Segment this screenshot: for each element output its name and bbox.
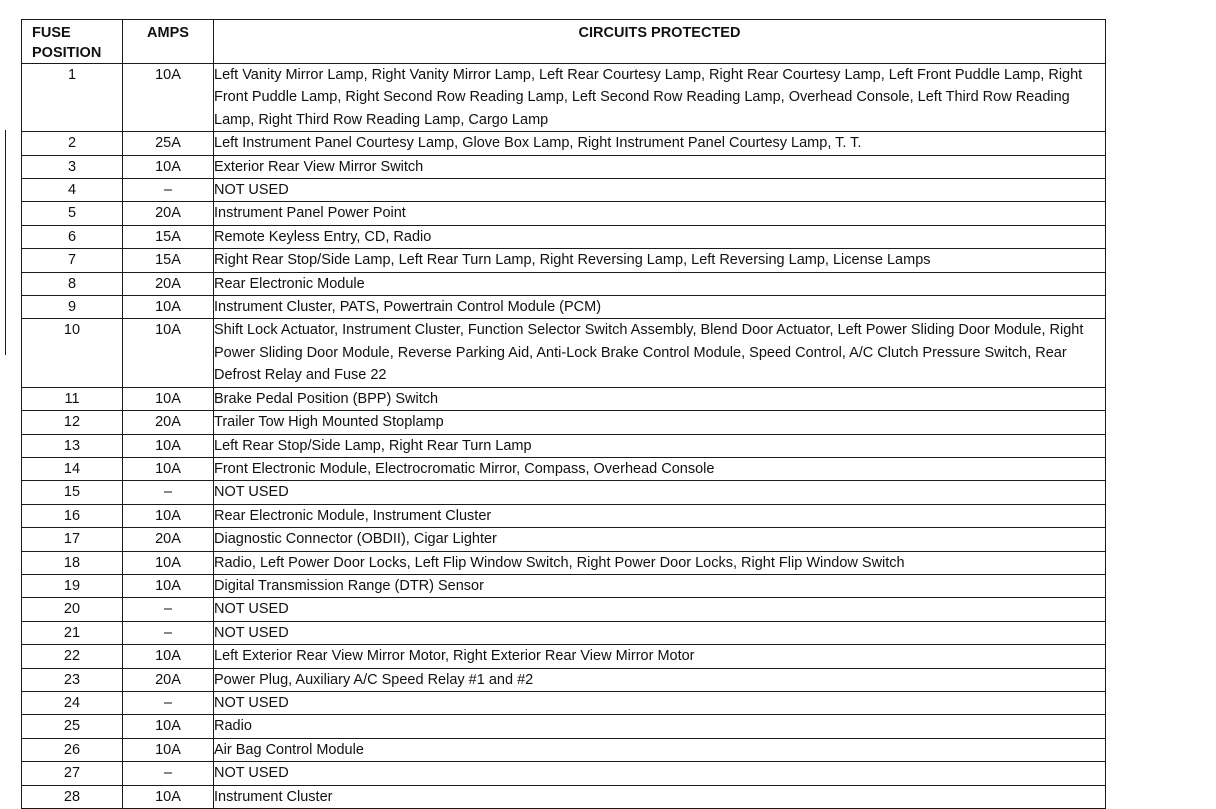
circuits-cell: NOT USED (214, 179, 1106, 202)
table-row (22, 155, 1106, 178)
amps-cell: 10A (123, 574, 214, 597)
fuse-position-cell: 1 (22, 64, 123, 132)
circuits-cell: Left Exterior Rear View Mirror Motor, Right Exterior Rear View Mirror Motor (214, 645, 1106, 668)
circuits-cell: Remote Keyless Entry, CD, Radio (214, 225, 1106, 248)
table-row (22, 296, 1106, 319)
table-row (22, 574, 1106, 597)
fuse-position-cell: 24 (22, 691, 123, 714)
header-fuse-label: FUSE (32, 25, 71, 41)
amps-cell: 10A (123, 64, 214, 132)
fuse-position-cell: 7 (22, 249, 123, 272)
table-row (22, 551, 1106, 574)
amps-cell: 15A (123, 249, 214, 272)
circuits-cell: Rear Electronic Module, Instrument Cluster (214, 504, 1106, 527)
table-row (22, 179, 1106, 202)
table-body (22, 64, 1106, 809)
fuse-position-cell: 3 (22, 155, 123, 178)
table-row (22, 645, 1106, 668)
circuits-cell: Left Vanity Mirror Lamp, Right Vanity Mirror Lamp, Left Rear Courtesy Lamp, Right Rear Courtesy Lamp, Left Front Puddle Lamp, Right Front Puddle Lamp, Right Second Row Reading Lamp, Left Second Row Reading Lamp, Overhead Console, Left Third Row Reading Lamp, Right Third Row Reading Lamp, Cargo Lamp (214, 64, 1106, 132)
table-row (22, 319, 1106, 387)
fuse-position-cell: 2 (22, 132, 123, 155)
fuse-position-cell: 17 (22, 528, 123, 551)
circuits-cell: Front Electronic Module, Electrocromatic Mirror, Compass, Overhead Console (214, 457, 1106, 480)
amps-cell: 20A (123, 411, 214, 434)
table-row (22, 387, 1106, 410)
circuits-cell: Exterior Rear View Mirror Switch (214, 155, 1106, 178)
table-row (22, 457, 1106, 480)
fuse-position-cell: 10 (22, 319, 123, 387)
fuse-position-cell: 18 (22, 551, 123, 574)
fuse-position-cell: 6 (22, 225, 123, 248)
amps-cell: 15A (123, 225, 214, 248)
fuse-position-cell: 20 (22, 598, 123, 621)
header-amps: AMPS (123, 20, 214, 64)
fuse-position-cell: 9 (22, 296, 123, 319)
table-row (22, 528, 1106, 551)
amps-cell: 10A (123, 296, 214, 319)
table-header-row (22, 20, 1106, 64)
table-row (22, 64, 1106, 132)
amps-cell: 25A (123, 132, 214, 155)
circuits-cell: Instrument Cluster, PATS, Powertrain Control Module (PCM) (214, 296, 1106, 319)
table-row (22, 434, 1106, 457)
fuse-position-cell: 11 (22, 387, 123, 410)
fuse-position-cell: 8 (22, 272, 123, 295)
table-row (22, 202, 1106, 225)
amps-cell: 10A (123, 319, 214, 387)
amps-cell: 10A (123, 387, 214, 410)
amps-cell: – (123, 598, 214, 621)
amps-cell: 10A (123, 645, 214, 668)
circuits-cell: Trailer Tow High Mounted Stoplamp (214, 411, 1106, 434)
circuits-cell: Left Rear Stop/Side Lamp, Right Rear Turn Lamp (214, 434, 1106, 457)
fuse-position-cell: 16 (22, 504, 123, 527)
circuits-cell: NOT USED (214, 598, 1106, 621)
table-row (22, 132, 1106, 155)
fuse-position-cell: 13 (22, 434, 123, 457)
amps-cell: 10A (123, 551, 214, 574)
amps-cell: 10A (123, 785, 214, 808)
amps-cell: 20A (123, 668, 214, 691)
amps-cell: – (123, 179, 214, 202)
circuits-cell: Left Instrument Panel Courtesy Lamp, Glove Box Lamp, Right Instrument Panel Courtesy Lamp, T. T. (214, 132, 1106, 155)
amps-cell: 10A (123, 504, 214, 527)
table-row (22, 785, 1106, 808)
fuse-position-cell: 15 (22, 481, 123, 504)
circuits-cell: NOT USED (214, 621, 1106, 644)
header-circuits-protected: CIRCUITS PROTECTED (214, 20, 1106, 64)
fuse-position-cell: 5 (22, 202, 123, 225)
table-row (22, 621, 1106, 644)
fuse-position-cell: 14 (22, 457, 123, 480)
table-row (22, 481, 1106, 504)
amps-cell: – (123, 481, 214, 504)
table-row (22, 249, 1106, 272)
amps-cell: – (123, 691, 214, 714)
amps-cell: 10A (123, 155, 214, 178)
table-row (22, 691, 1106, 714)
circuits-cell: Brake Pedal Position (BPP) Switch (214, 387, 1106, 410)
circuits-cell: Right Rear Stop/Side Lamp, Left Rear Turn Lamp, Right Reversing Lamp, Left Reversing Lamp, License Lamps (214, 249, 1106, 272)
amps-cell: 20A (123, 272, 214, 295)
table-row (22, 715, 1106, 738)
amps-cell: 10A (123, 434, 214, 457)
amps-cell: 20A (123, 528, 214, 551)
table-row (22, 668, 1106, 691)
circuits-cell: Shift Lock Actuator, Instrument Cluster, Function Selector Switch Assembly, Blend Door Actuator, Left Power Sliding Door Module, Right Power Sliding Door Module, Reverse Parking Aid, Anti-Lock Brake Control Module, Speed Control, A/C Clutch Pressure Switch, Rear Defrost Relay and Fuse 22 (214, 319, 1106, 387)
circuits-cell: Digital Transmission Range (DTR) Sensor (214, 574, 1106, 597)
circuits-cell: Radio, Left Power Door Locks, Left Flip Window Switch, Right Power Door Locks, Right Flip Window Switch (214, 551, 1106, 574)
circuits-cell: NOT USED (214, 691, 1106, 714)
header-fuse-position (22, 20, 123, 64)
amps-cell: – (123, 762, 214, 785)
amps-cell: 10A (123, 738, 214, 761)
fuse-position-cell: 28 (22, 785, 123, 808)
fuse-table (21, 19, 1106, 809)
fuse-position-cell: 12 (22, 411, 123, 434)
amps-cell: 10A (123, 457, 214, 480)
table-row (22, 762, 1106, 785)
circuits-cell: Diagnostic Connector (OBDII), Cigar Lighter (214, 528, 1106, 551)
fuse-position-cell: 4 (22, 179, 123, 202)
header-position-label: POSITION (32, 45, 102, 61)
table-row (22, 738, 1106, 761)
circuits-cell: Instrument Cluster (214, 785, 1106, 808)
circuits-cell: Rear Electronic Module (214, 272, 1106, 295)
circuits-cell: NOT USED (214, 481, 1106, 504)
table-row (22, 272, 1106, 295)
table-row (22, 598, 1106, 621)
circuits-cell: Radio (214, 715, 1106, 738)
fuse-position-cell: 22 (22, 645, 123, 668)
circuits-cell: Air Bag Control Module (214, 738, 1106, 761)
fuse-position-cell: 19 (22, 574, 123, 597)
amps-cell: – (123, 621, 214, 644)
fuse-position-cell: 21 (22, 621, 123, 644)
table-row (22, 411, 1106, 434)
scan-artifact-line (5, 130, 6, 355)
circuits-cell: Power Plug, Auxiliary A/C Speed Relay #1 and #2 (214, 668, 1106, 691)
table-row (22, 225, 1106, 248)
fuse-position-cell: 23 (22, 668, 123, 691)
fuse-position-cell: 26 (22, 738, 123, 761)
circuits-cell: Instrument Panel Power Point (214, 202, 1106, 225)
circuits-cell: NOT USED (214, 762, 1106, 785)
table-row (22, 504, 1106, 527)
amps-cell: 20A (123, 202, 214, 225)
fuse-position-cell: 27 (22, 762, 123, 785)
amps-cell: 10A (123, 715, 214, 738)
fuse-position-cell: 25 (22, 715, 123, 738)
